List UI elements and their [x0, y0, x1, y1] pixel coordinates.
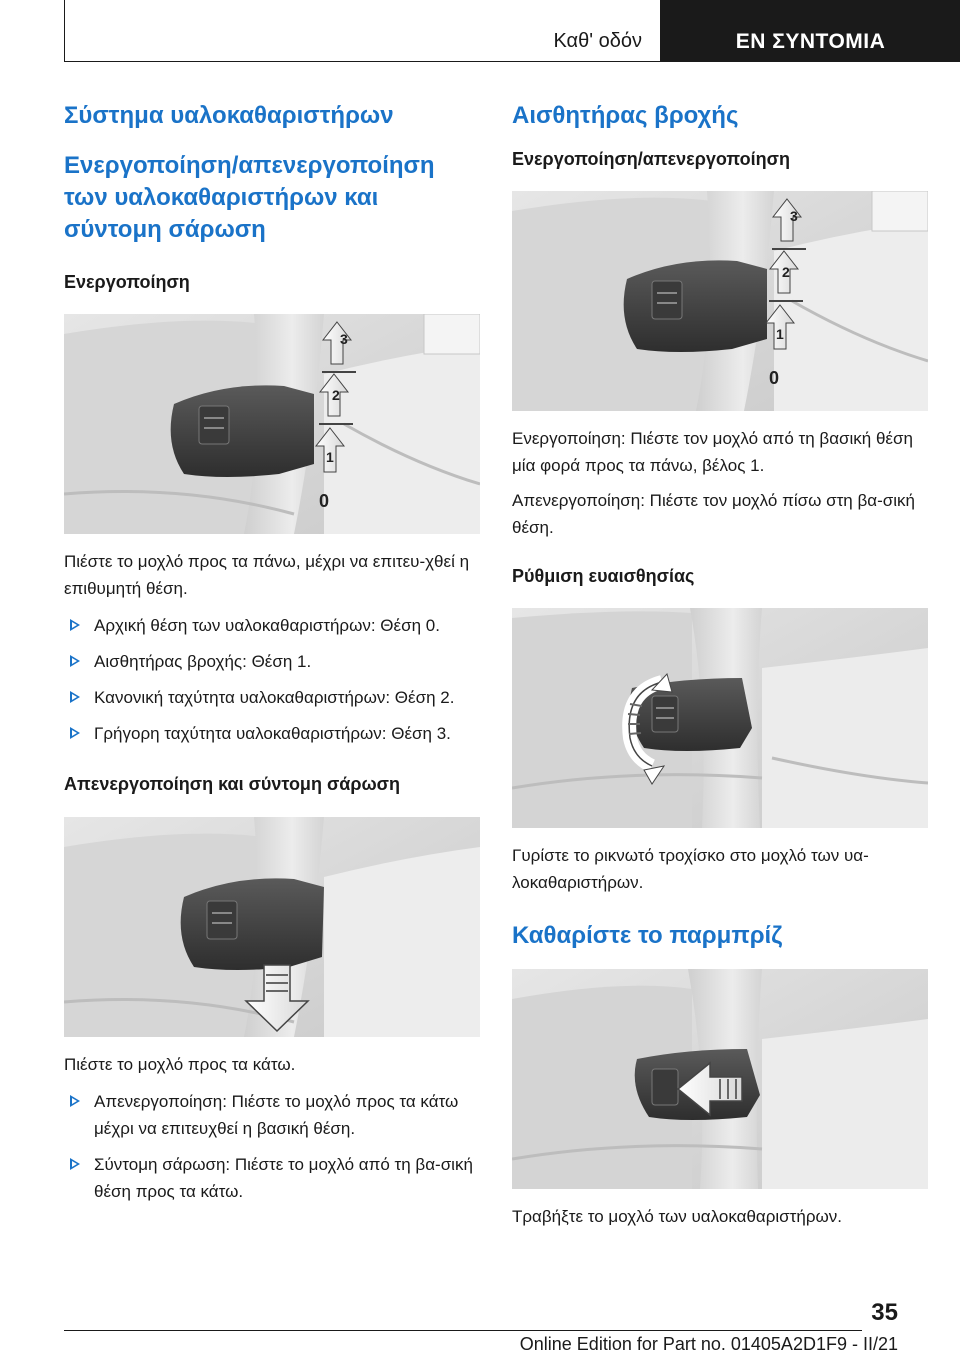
page-number: 35 — [871, 1299, 898, 1326]
footer-edition: Online Edition for Part no. 01405A2D1F9 - II/21 — [519, 1334, 898, 1354]
right-column — [512, 100, 928, 1230]
fig1-label-1: 1 — [326, 449, 334, 466]
heading-on-off: Ενεργοποίηση/απενεργοποίηση — [512, 149, 790, 170]
bullet-triangle-icon — [70, 1095, 80, 1107]
footer-divider — [64, 1330, 862, 1331]
list-item: Αρχική θέση των υαλοκαθαριστήρων: Θέση 0. — [64, 612, 480, 639]
list-item: Κανονική ταχύτητα υαλοκαθαριστήρων: Θέση 2. — [64, 684, 480, 711]
list-item: Απενεργοποίηση: Πιέστε το μοχλό προς τα κάτω μέχρι να επιτευχθεί η βασική θέση. — [64, 1088, 480, 1142]
clean-windshield-text: Τραβήξτε το μοχλό των υαλοκαθαριστήρων. — [512, 1207, 843, 1227]
fig1-label-0: 0 — [319, 491, 330, 512]
section-title-wipers: Σύστημα υαλοκαθαριστήρων — [64, 102, 394, 129]
page-header — [64, 0, 960, 64]
section-title-rain-sensor: Αισθητήρας βροχής — [512, 102, 739, 129]
list-item: Γρήγορη ταχύτητα υαλοκαθαριστήρων: Θέση 3. — [64, 720, 480, 747]
rain-on-text: Ενεργοποίηση: Πιέστε τον μοχλό από τη βασική θέση μία φορά προς τα πάνω, βέλος 1. — [512, 428, 913, 475]
fig3-label-2: 2 — [782, 263, 790, 280]
list-item: Αισθητήρας βροχής: Θέση 1. — [64, 648, 480, 675]
heading-activation: Ενεργοποίηση — [64, 271, 190, 292]
heading-deactivation-flick: Απενεργοποίηση και σύντομη σάρωση — [64, 774, 400, 795]
bullet-triangle-icon — [70, 619, 80, 631]
heading-sensitivity: Ρύθμιση ευαισθησίας — [512, 565, 695, 586]
fig3-label-0: 0 — [769, 367, 780, 388]
bullet-triangle-icon — [70, 1158, 80, 1170]
list-item: Σύντομη σάρωση: Πιέστε το μοχλό από τη βα-σική θέση προς τα κάτω. — [64, 1151, 480, 1205]
figure-lever-up — [64, 314, 480, 534]
deactivation-list — [64, 1088, 480, 1205]
fig1-label-3: 3 — [340, 331, 348, 348]
figure-rain-sensor — [512, 191, 928, 411]
tab-short[interactable] — [661, 0, 960, 62]
tab-short-label: ΕΝ ΣΥΝΤΟΜΙΑ — [735, 30, 886, 53]
section-title-clean-windshield: Καθαρίστε το παρμπρίζ — [512, 921, 783, 949]
subsection-title-wipers: Ενεργοποίηση/απενεργοποίηση των υαλοκαθαριστήρων και σύντομη σάρωση — [64, 152, 435, 243]
bullet-triangle-icon — [70, 727, 80, 739]
bullet-triangle-icon — [70, 691, 80, 703]
fig1-label-2: 2 — [332, 387, 340, 404]
rain-off-text: Απενεργοποίηση: Πιέστε τον μοχλό πίσω στη βα-σική θέση. — [512, 490, 915, 537]
deactivation-text: Πιέστε το μοχλό προς τα κάτω. — [64, 1054, 296, 1074]
fig3-label-1: 1 — [776, 325, 784, 342]
sensitivity-text: Γυρίστε το ρικνωτό τροχίσκο στο μοχλό των υα-λοκαθαριστήρων. — [512, 845, 869, 892]
activation-list — [64, 612, 480, 747]
fig3-label-3: 3 — [790, 207, 798, 224]
figure-sensitivity-wheel — [512, 608, 928, 828]
tab-road[interactable] — [64, 0, 661, 62]
bullet-triangle-icon — [70, 655, 80, 667]
figure-lever-down — [64, 817, 480, 1037]
left-column — [64, 100, 480, 1205]
figure-lever-pull — [512, 969, 928, 1189]
tab-road-label: Καθ' οδόν — [553, 30, 642, 52]
activation-text: Πιέστε το μοχλό προς τα πάνω, μέχρι να επιτευ-χθεί η επιθυμητή θέση. — [64, 552, 470, 599]
